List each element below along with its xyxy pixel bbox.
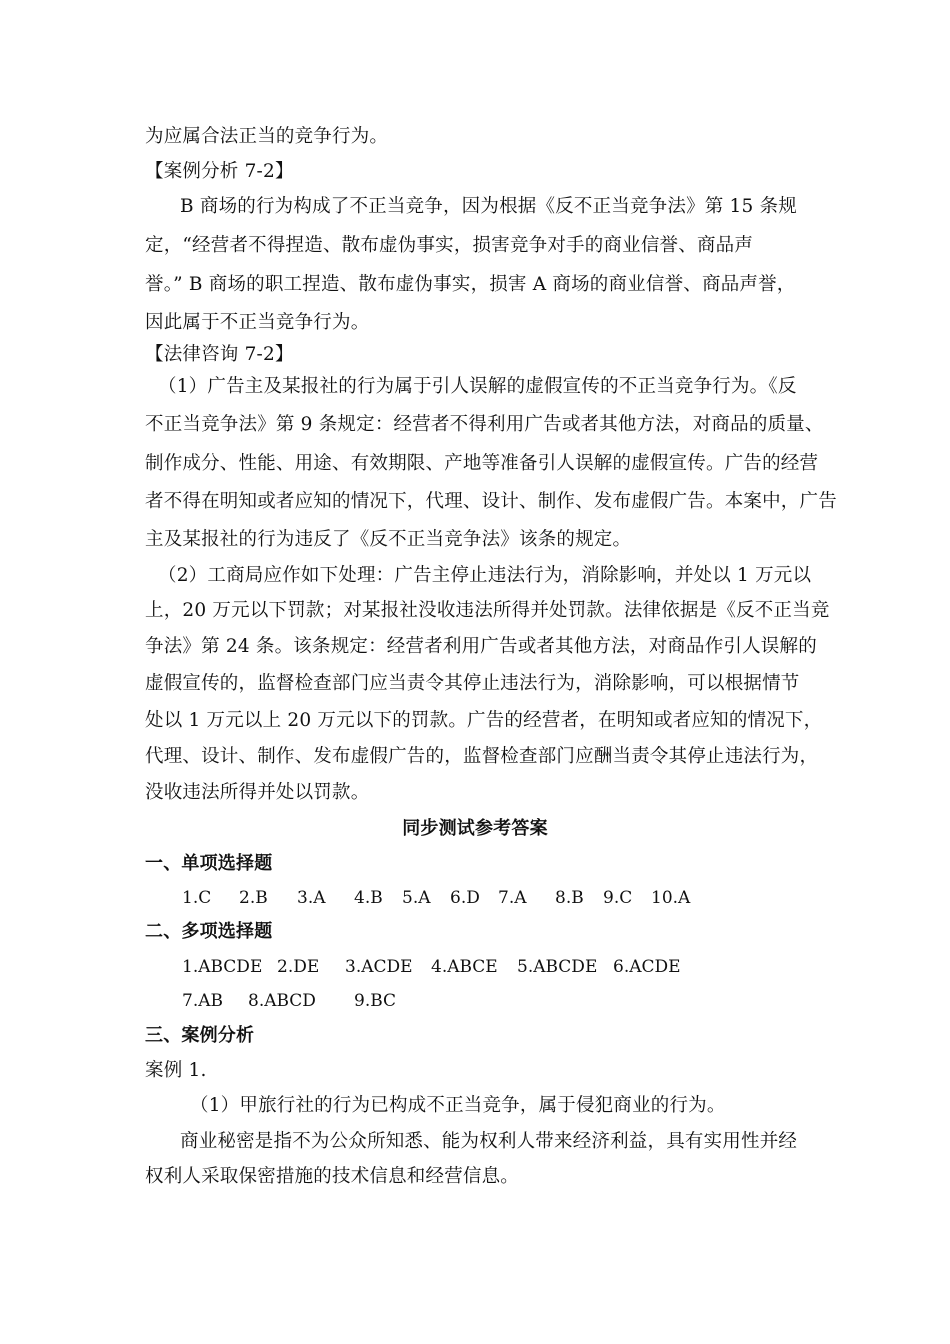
answer-item: 5.ABCDE (517, 957, 598, 977)
answer-item: 4.ABCE (431, 957, 498, 977)
consult-1-line: 不正当竞争法》第 9 条规定：经营者不得利用广告或者其他方法，对商品的质量、 (145, 414, 824, 435)
answer-item: 3.ACDE (345, 957, 413, 977)
consult-2-line: 虚假宣传的，监督检查部门应当责令其停止违法行为，消除影响，可以根据情节 (145, 673, 800, 694)
answer-item: 9.C (603, 888, 633, 908)
case-7-2-line: 定，“经营者不得捏造、散布虚伪事实，损害竞争对手的商业信誉、商品声 (145, 235, 754, 256)
case-7-2-line: 誉。” B 商场的职工捏造、散布虚伪事实，损害 A 商场的商业信誉、商品声誉， (145, 274, 796, 295)
paragraph-continuation: 为应属合法正当的竞争行为。 (145, 126, 389, 147)
consult-2-line: 上，20 万元以下罚款；对某报社没收违法所得并处罚款。法律依据是《反不正当竞 (145, 600, 830, 621)
answer-item: 6.ACDE (613, 957, 681, 977)
answer-item: 1.C (182, 888, 212, 908)
answer-item: 4.B (354, 888, 383, 908)
answer-item: 6.D (450, 888, 480, 908)
case-7-2-line: B 商场的行为构成了不正当竞争，因为根据《反不正当竞争法》第 15 条规 (180, 196, 797, 217)
answer-item: 2.DE (277, 957, 320, 977)
section-3-heading: 三、案例分析 (145, 1025, 255, 1046)
answer-item: 7.A (498, 888, 527, 908)
answer-item: 2.B (239, 888, 268, 908)
section-1-heading: 一、单项选择题 (145, 853, 273, 874)
consult-1-line: 主及某报社的行为违反了《反不正当竞争法》该条的规定。 (145, 529, 632, 550)
answers-title: 同步测试参考答案 (402, 818, 548, 839)
section-2-heading: 二、多项选择题 (145, 921, 273, 942)
answer-item: 1.ABCDE (182, 957, 263, 977)
answer-item: 7.AB (182, 991, 223, 1011)
consult-2-line: （2）工商局应作如下处理：广告主停止违法行为，消除影响，并处以 1 万元以 (158, 565, 812, 586)
consult-2-line: 处以 1 万元以上 20 万元以下的罚款。广告的经营者，在明知或者应知的情况下， (145, 710, 823, 731)
consult-1-line: 制作成分、性能、用途、有效期限、产地等准备引人误解的虚假宣传。广告的经营 (145, 453, 819, 474)
consult-2-line: 没收违法所得并处以罚款。 (145, 782, 370, 803)
answer-item: 8.ABCD (248, 991, 316, 1011)
case-analysis-7-2-heading: 【案例分析 7-2】 (145, 161, 294, 182)
legal-consult-7-2-heading: 【法律咨询 7-2】 (145, 344, 294, 365)
consult-1-line: 者不得在明知或者应知的情况下，代理、设计、制作、发布虚假广告。本案中，广告 (145, 491, 837, 512)
answer-item: 3.A (297, 888, 326, 908)
consult-2-line: 代理、设计、制作、发布虚假广告的，监督检查部门应酬当责令其停止违法行为， (145, 746, 819, 767)
case-7-2-line: 因此属于不正当竞争行为。 (145, 312, 370, 333)
answer-item: 8.B (555, 888, 584, 908)
answer-item: 10.A (651, 888, 691, 908)
trade-secret-definition-line: 权利人采取保密措施的技术信息和经营信息。 (145, 1166, 520, 1187)
answer-item: 5.A (402, 888, 431, 908)
consult-2-line: 争法》第 24 条。该条规定：经营者利用广告或者其他方法，对商品作引人误解的 (145, 636, 817, 657)
case-1-label: 案例 1. (145, 1060, 207, 1081)
consult-1-line: （1）广告主及某报社的行为属于引人误解的虚假宣传的不正当竞争行为。《反 (158, 376, 797, 397)
trade-secret-definition-line: 商业秘密是指不为公众所知悉、能为权利人带来经济利益，具有实用性并经 (180, 1131, 798, 1152)
answer-item: 9.BC (354, 991, 397, 1011)
case-1-point-1: （1）甲旅行社的行为已构成不正当竞争，属于侵犯商业的行为。 (190, 1095, 726, 1116)
